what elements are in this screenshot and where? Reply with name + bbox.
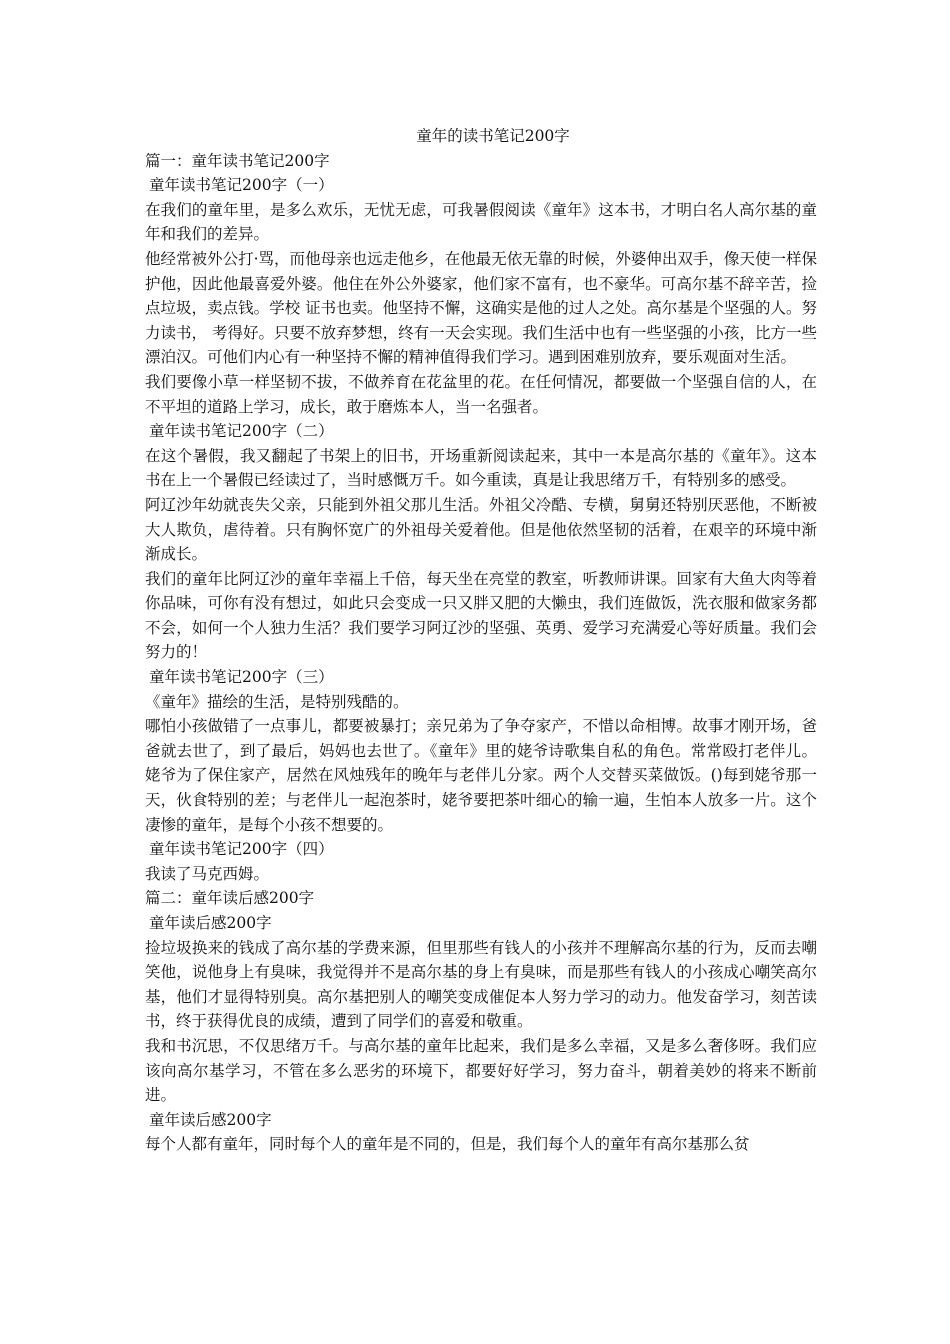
paragraph: 我和书沉思，不仅思绪万千。与高尔基的童年比起来，我们是多么幸福，又是多么奢侈呀。我们应该向高尔基学习，不管在多么恶劣的环境下，都要好好学习，努力奋斗，朝着美妙的将来不断前进。	[145, 1036, 817, 1105]
document-body	[145, 124, 817, 1157]
subheading-4: 童年读书笔记200字（四）	[149, 840, 334, 859]
subheading-3: 童年读书笔记200字（三）	[149, 668, 334, 687]
subheading-1: 童年读书笔记200字（一）	[149, 176, 334, 195]
paragraph: 我们的童年比阿辽沙的童年幸福上千倍，每天坐在亮堂的教室，听教师讲课。回家有大鱼大肉等着你品味，可你有没有想过，如此只会变成一只又胖又肥的大懒虫，我们连做饭，洗衣服和做家务都不会，如何一个人独力生活？我们要学习阿辽沙的坚强、英勇、爱学习充满爱心等好质量。我们会努力的！	[145, 569, 817, 662]
section-heading-2: 篇二：童年读后感200字	[145, 889, 315, 908]
paragraph: 阿辽沙年幼就丧失父亲，只能到外祖父那儿生活。外祖父冷酷、专横，舅舅还特别厌恶他，不断被大人欺负，虐待着。只有胸怀宽广的外祖母关爱着他。但是他依然坚韧的活着，在艰辛的环境中渐渐成长。	[145, 495, 817, 564]
subheading-2: 童年读书笔记200字（二）	[149, 422, 334, 441]
paragraph: 捡垃圾换来的钱成了高尔基的学费来源，但里那些有钱人的小孩并不理解高尔基的行为，反而去嘲笑他，说他身上有臭味，我觉得并不是高尔基的身上有臭味，而是那些有钱人的小孩成心嘲笑高尔基，他们才显得特别臭。高尔基把别人的嘲笑变成催促本人努力学习的动力。他发奋学习，刻苦读书，终于获得优良的成绩，遭到了同学们的喜爱和敬重。	[145, 938, 817, 1031]
paragraph: 《童年》描绘的生活，是特别残酷的。	[145, 692, 409, 711]
subheading-6: 童年读后感200字	[149, 1110, 272, 1129]
document-title: 童年的读书笔记200字	[416, 127, 570, 145]
paragraph: 我们要像小草一样坚韧不拔，不做养育在花盆里的花。在任何情况，都要做一个坚强自信的人，在不平坦的道路上学习，成长，敢于磨炼本人，当一名强者。	[145, 372, 817, 416]
subheading-5: 童年读后感200字	[149, 914, 272, 932]
paragraph: 每个人都有童年，同时每个人的童年是不同的，但是，我们每个人的童年有高尔基那么贫	[145, 1135, 750, 1154]
paragraph: 在我们的童年里，是多么欢乐，无忧无虑，可我暑假阅读《童年》这本书，才明白名人高尔基的童年和我们的差异。	[145, 200, 817, 244]
paragraph: 在这个暑假，我又翻起了书架上的旧书，开场重新阅读起来，其中一本是高尔基的《童年》。这本书在上一个暑假已经读过了，当时感慨万千。如今重读，真是让我思绪万千，有特别多的感受。	[145, 446, 817, 490]
section-heading-1: 篇一：童年读书笔记200字	[145, 151, 330, 170]
paragraph: 我读了马克西姆。	[145, 864, 270, 883]
paragraph: 哪怕小孩做错了一点事儿，都要被暴打；亲兄弟为了争夺家产，不惜以命相博。故事才刚开场，爸爸就去世了，到了最后，妈妈也去世了。《童年》里的姥爷诗歌集自私的角色。常常殴打老伴儿。姥爷为了保住家产，居然在风烛残年的晚年与老伴儿分家。两个人交替买菜做饭。()每到姥爷那一天，伙食特别的差；与老伴儿一起泡茶时，姥爷要把茶叶细心的输一遍，生怕本人放多一片。这个凄惨的童年，是每个小孩不想要的。	[145, 717, 817, 834]
paragraph: 他经常被外公打·骂，而他母亲也远走他乡，在他最无依无靠的时候，外婆伸出双手，像天使一样保护他，因此他最喜爱外婆。他住在外公外婆家，他们家不富有，也不豪华。可高尔基不辞辛苦，捡点垃圾，卖点钱。学校 证书也卖。他坚持不懈，这确实是他的过人之处。高尔基是个坚强的人。努力读书， 考得好。只要不放弃梦想，终有一天会实现。我们生活中也有一些坚强的小孩，比方一些漂泊汉。可他们内心有一种坚持不懈的精神值得我们学习。遇到困难别放弃，要乐观面对生活。	[145, 249, 817, 367]
